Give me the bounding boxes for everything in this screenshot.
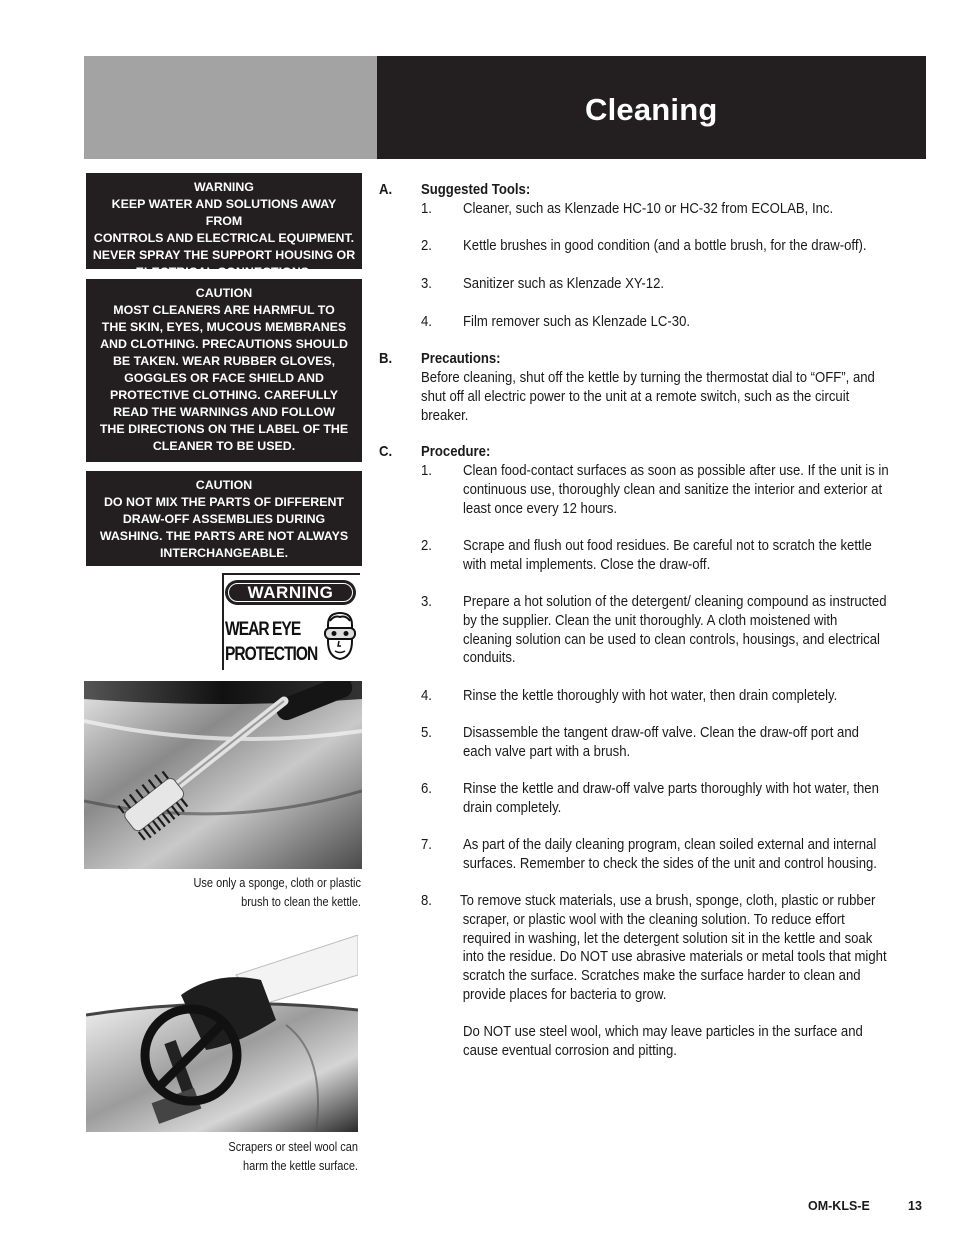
procedure-step-text: As part of the daily cleaning program, clean soiled external and internal surfaces. Remember to check the sides of the unit and control housing. — [463, 837, 877, 872]
kettle-brush-photo — [84, 681, 362, 869]
tool-text: Kettle brushes in good condition (and a bottle brush, for the draw-off). — [463, 238, 867, 254]
caution-box-cleaners-body: MOST CLEANERS ARE HARMFUL TO THE SKIN, EYES, MUCOUS MEMBRANES AND CLOTHING. PRECAUTIONS SHOULD BE TAKEN. WEAR RUBBER GLOVES, GOGGLES OR FACE SHIELD AND PROTECTIVE CLOTHING. CAREFULLY READ THE WARNINGS AND FOLLOW THE DIRECTIONS ON THE LABEL OF THE CLEANER TO BE USED. — [99, 303, 349, 453]
section-b-letter: B. — [379, 351, 393, 367]
procedure-step-number: 2. — [421, 538, 432, 554]
section-c-letter: C. — [379, 444, 393, 460]
warning-box-body: KEEP WATER AND SOLUTIONS AWAY FROM CONTROLS AND ELECTRICAL EQUIPMENT. NEVER SPRAY THE SUPPORT HOUSING OR ELECTRICAL CONNECTIONS. — [92, 197, 356, 279]
section-c-title: Procedure: — [421, 444, 491, 460]
eye-protection-sign — [222, 573, 362, 670]
caution-box-draw-off — [86, 471, 362, 566]
footer-doc-code: OM-KLS-E — [808, 1199, 870, 1213]
section-b-title: Precautions: — [421, 351, 501, 367]
procedure-step-text: Rinse the kettle thoroughly with hot water, then drain completely. — [463, 688, 838, 704]
warning-box — [86, 173, 362, 279]
procedure-step-text: Disassemble the tangent draw-off valve. Clean the draw-off port and each valve part with a brush. — [463, 725, 859, 760]
section-a-letter: A. — [379, 182, 393, 198]
tool-number: 1. — [421, 201, 432, 217]
tool-text: Sanitizer such as Klenzade XY-12. — [463, 276, 665, 292]
sign-wear-eye-protection-text: WEAR EYE PROTECTION — [225, 619, 318, 665]
caution-box-cleaners-heading: CAUTION — [195, 286, 253, 300]
no-scraper-photo — [86, 935, 358, 1132]
procedure-step-number: 6. — [421, 781, 432, 797]
section-a-title: Suggested Tools: — [421, 182, 531, 198]
tool-number: 3. — [421, 276, 432, 292]
goggles-face-icon — [322, 611, 358, 663]
warning-box-heading: WARNING — [194, 180, 254, 194]
photo2-caption: Scrapers or steel wool can harm the kettle surface. — [228, 1140, 358, 1173]
header-grey-panel — [84, 56, 377, 159]
procedure-step-text: Prepare a hot solution of the detergent/ cleaning compound as instructed by the supplier. Clean the unit thoroughly. A cloth moistened with cleaning solution can be used to clean controls, housings, and electrical conduits. — [463, 594, 887, 667]
procedure-step-text: To remove stuck materials, use a brush, sponge, cloth, plastic or rubber scraper, or plastic wool with the cleaning solution. To reduce effort required in washing, let the detergent solution sit in the kettle and soak into the residue. Do NOT use abrasive materials or metal tools that might scratch the surface. Scratches make the surface harder to clean and provide places for bacteria to grow. — [460, 893, 887, 1003]
footer-page-number: 13 — [908, 1199, 922, 1213]
caution-box-draw-off-heading: CAUTION — [195, 478, 253, 492]
tool-number: 2. — [421, 238, 432, 254]
tool-number: 4. — [421, 314, 432, 330]
precautions-paragraph: Before cleaning, shut off the kettle by turning the thermostat dial to “OFF”, and shut off all electric power to the unit at a remote switch, such as the circuit breaker. — [421, 370, 875, 424]
procedure-step-number: 1. — [421, 463, 432, 479]
procedure-step-text: Rinse the kettle and draw-off valve parts thoroughly with hot water, then drain completely. — [463, 781, 879, 816]
photo1-caption: Use only a sponge, cloth or plastic brush to clean the kettle. — [193, 876, 361, 909]
tool-text: Cleaner, such as Klenzade HC-10 or HC-32 from ECOLAB, Inc. — [463, 201, 834, 217]
page-title: Cleaning — [585, 92, 718, 127]
procedure-step-number: 4. — [421, 688, 432, 704]
header-dark-panel — [377, 56, 926, 159]
tool-text: Film remover such as Klenzade LC-30. — [463, 314, 691, 330]
procedure-step-number: 5. — [421, 725, 432, 741]
caution-box-draw-off-body: DO NOT MIX THE PARTS OF DIFFERENT DRAW-OFF ASSEMBLIES DURING WASHING. THE PARTS ARE NOT ALWAYS INTERCHANGEABLE. — [99, 495, 349, 560]
procedure-step-number: 8. — [421, 893, 432, 909]
procedure-step-text: Clean food-contact surfaces as soon as possible after use. If the unit is in continuous use, thoroughly clean and sanitize the interior and exterior at least once every 12 hours. — [463, 463, 889, 517]
caution-box-cleaners — [86, 279, 362, 462]
procedure-step-number: 7. — [421, 837, 432, 853]
procedure-step-note: Do NOT use steel wool, which may leave particles in the surface and cause eventual corrosion and pitting. — [463, 1024, 863, 1059]
procedure-step-text: Scrape and flush out food residues. Be careful not to scratch the kettle with metal implements. Close the draw-off. — [463, 538, 872, 573]
procedure-step-number: 3. — [421, 594, 432, 610]
sign-warning-label: WARNING — [225, 580, 356, 605]
